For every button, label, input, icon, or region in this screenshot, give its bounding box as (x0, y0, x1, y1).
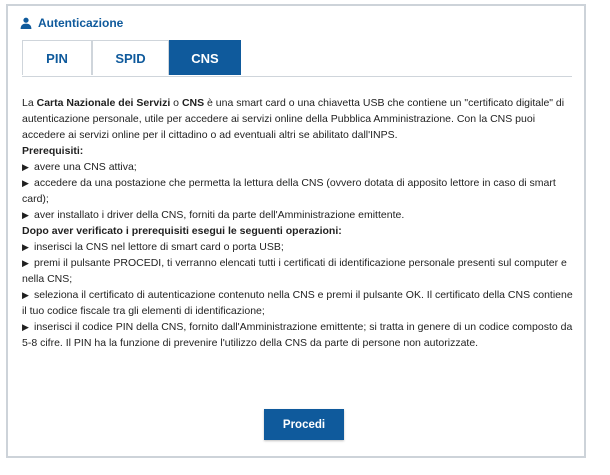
arrow-icon: ▶ (22, 162, 29, 172)
intro-text-2: o (170, 97, 182, 109)
list-item (22, 255, 574, 287)
intro-bold-cns-name: Carta Nazionale dei Servizi (36, 97, 171, 109)
prerequisites-list (22, 159, 574, 223)
panel-title: Autenticazione (38, 16, 124, 30)
arrow-icon: ▶ (22, 178, 29, 188)
cns-content (22, 95, 574, 351)
list-item-text: avere una CNS attiva; (34, 161, 137, 173)
tab-pin-label: PIN (46, 50, 68, 66)
list-item (22, 207, 574, 223)
arrow-icon: ▶ (22, 258, 29, 268)
arrow-icon: ▶ (22, 210, 29, 220)
operations-title: Dopo aver verificato i prerequisiti esegui le seguenti operazioni: (22, 225, 342, 237)
list-item (22, 287, 574, 319)
tab-cns[interactable] (169, 40, 241, 75)
tab-pin[interactable] (22, 40, 92, 75)
authentication-panel (6, 4, 586, 458)
prerequisites-title: Prerequisiti: (22, 145, 84, 157)
arrow-icon: ▶ (22, 242, 29, 252)
list-item-text: premi il pulsante PROCEDI, ti verranno elencati tutti i certificati di identificazione personale presenti sul computer e nella CNS; (22, 257, 567, 285)
list-item-text: accedere da una postazione che permetta la lettura della CNS (ovvero dotata di apposito lettore in caso di smart card); (22, 177, 556, 205)
intro-text-1: La (22, 97, 37, 109)
list-item (22, 319, 574, 351)
arrow-icon: ▶ (22, 290, 29, 300)
list-item (22, 239, 574, 255)
operations-list (22, 239, 574, 351)
tab-spid-label: SPID (115, 50, 146, 66)
list-item-text: inserisci la CNS nel lettore di smart card o porta USB; (34, 241, 284, 253)
list-item (22, 175, 574, 207)
tab-cns-label: CNS (191, 50, 219, 66)
list-item (22, 159, 574, 175)
arrow-icon: ▶ (22, 322, 29, 332)
panel-header (20, 16, 123, 30)
procedi-button[interactable]: Procedi (264, 409, 344, 440)
list-item-text: aver installato i driver della CNS, forniti da parte dell'Amministrazione emittente. (34, 209, 405, 221)
list-item-text: seleziona il certificato di autenticazione contenuto nella CNS e premi il pulsante OK. Il certificato della CNS contiene il tuo codice fiscale tra gli elementi di identificazione; (22, 289, 573, 317)
tab-spid[interactable] (92, 40, 169, 75)
list-item-text: inserisci il codice PIN della CNS, fornito dall'Amministrazione emittente; si tratta in genere di un codice composto da 5-8 cifre. Il PIN ha la funzione di prevenire l'utilizzo della CNS da parte di persone non autorizzate. (22, 321, 573, 349)
intro-paragraph (22, 95, 574, 143)
auth-tabs (22, 40, 572, 77)
intro-bold-cns: CNS (181, 97, 205, 109)
user-icon (20, 17, 32, 29)
intro-text-3: è una smart card o una chiavetta USB che contiene un "certificato digitale" di autenticazione personale, utile per accedere ai servizi online della Pubblica Amministrazione. Con la CNS puoi accedere ai servizi online per il cittadino o ad eventuali altri se abilitato dall'INPS. (22, 97, 565, 141)
